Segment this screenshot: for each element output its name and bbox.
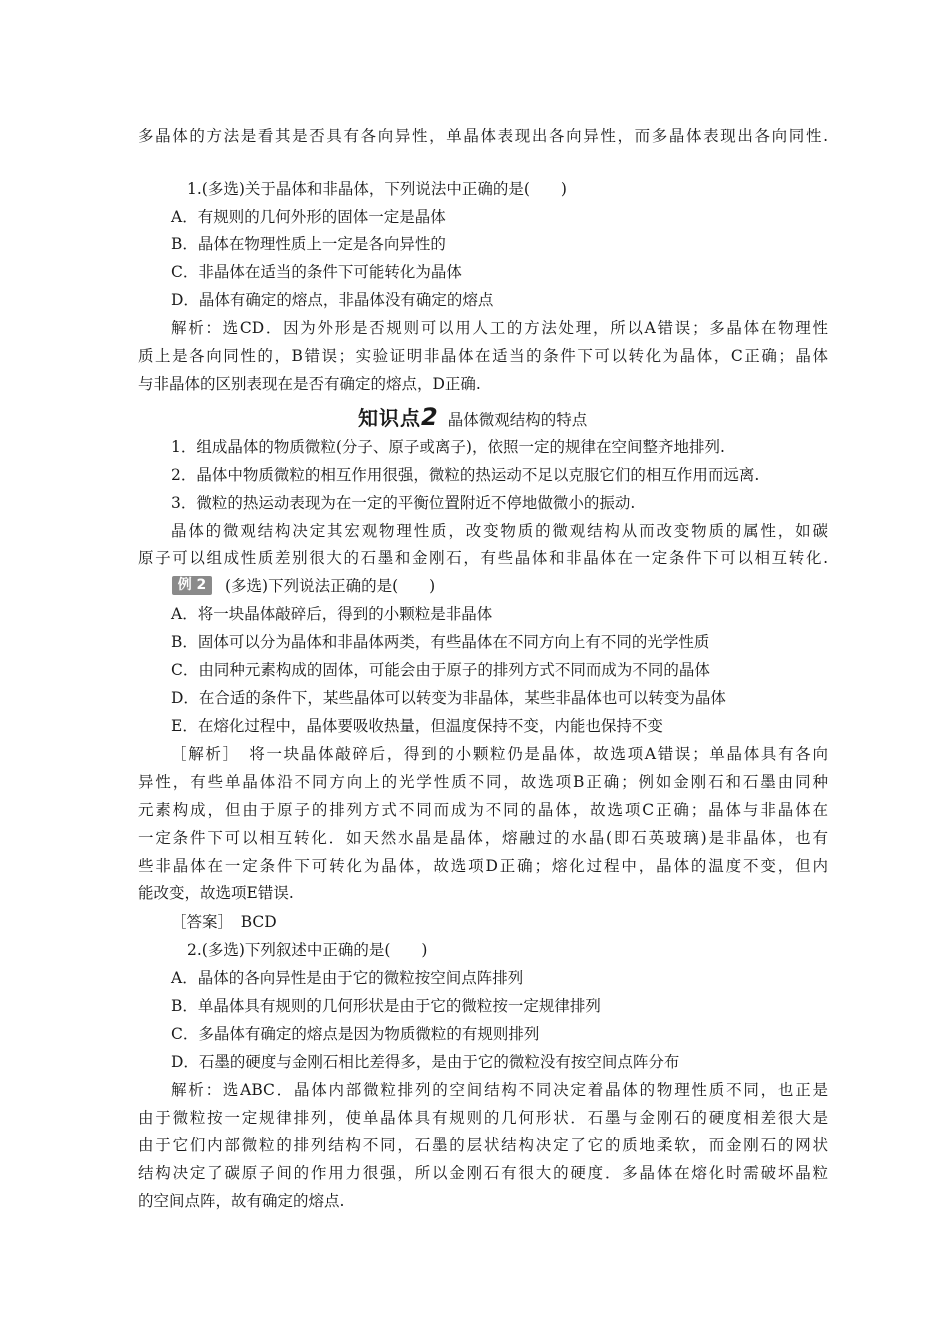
option-c: C．多晶体有确定的熔点是因为物质微粒的有规则排列 [171,1025,540,1043]
point-3: 3．微粒的热运动表现为在一定的平衡位置附近不停地做微小的振动. [171,494,636,512]
analysis-line: 质上是各向同性的，B错误；实验证明非晶体在适当的条件下可以转化为晶体，C正确；晶体 [138,347,828,365]
option-c: C．非晶体在适当的条件下可能转化为晶体 [171,263,462,281]
paragraph-line: 原子可以组成性质差别很大的石墨和金刚石，有些晶体和非晶体在一定条件下可以相互转化. [138,549,828,567]
answer: ［答案］ BCD [171,913,277,931]
option-c: C．由同种元素构成的固体，可能会由于原子的排列方式不同而成为不同的晶体 [171,661,710,679]
analysis-line: 些非晶体在一定条件下可转化为晶体，故选项D正确；熔化过程中，晶体的温度不变，但内 [138,857,828,875]
example-badge: 例 2 [172,576,212,595]
option-b: B．晶体在物理性质上一定是各向异性的 [171,235,446,253]
option-b: B．固体可以分为晶体和非晶体两类，有些晶体在不同方向上有不同的光学性质 [171,633,710,651]
paragraph-line: 多晶体的方法是看其是否具有各向异性，单晶体表现出各向异性，而多晶体表现出各向同性. [138,127,828,145]
analysis-line: 一定条件下可以相互转化．如天然水晶是晶体，熔融过的水晶(即石英玻璃)是非晶体，也有 [138,829,828,847]
analysis-line: 的空间点阵，故有确定的熔点. [138,1192,345,1210]
option-a: A．有规则的几何外形的固体一定是晶体 [171,208,446,226]
analysis-line: 解析：选ABC．晶体内部微粒排列的空间结构不同决定着晶体的物理性质不同，也正是 [171,1081,828,1099]
analysis-line: 由于它们内部微粒的排列结构不同，石墨的层状结构决定了它的质地柔软，而金刚石的网状 [138,1136,828,1154]
option-a: A．将一块晶体敲碎后，得到的小颗粒是非晶体 [171,605,493,623]
option-d: D．晶体有确定的熔点，非晶体没有确定的熔点 [171,291,494,309]
option-a: A．晶体的各向异性是由于它的微粒按空间点阵排列 [171,969,524,987]
paragraph-line: 晶体的微观结构决定其宏观物理性质，改变物质的微观结构从而改变物质的属性，如碳 [171,522,828,540]
point-2: 2．晶体中物质微粒的相互作用很强，微粒的热运动不足以克服它们的相互作用而远离. [171,466,760,484]
analysis-line: 元素构成，但由于原子的排列方式不同而成为不同的晶体，故选项C正确；晶体与非晶体在 [138,801,828,819]
analysis-line: ［解析］ 将一块晶体敲碎后，得到的小颗粒仍是晶体，故选项A错误；单晶体具有各向 [171,745,828,763]
heading-title: 晶体微观结构的特点 [447,411,588,429]
option-d: D．在合适的条件下，某些晶体可以转变为非晶体，某些非晶体也可以转变为晶体 [171,689,726,707]
analysis-line: 解析：选CD．因为外形是否规则可以用人工的方法处理，所以A错误；多晶体在物理性 [171,319,828,337]
analysis-line: 与非晶体的区别表现在是否有确定的熔点，D正确. [138,375,481,393]
example-question: (多选)下列说法正确的是( ) [225,577,436,595]
question-2: 2.(多选)下列叙述中正确的是( ) [187,941,428,959]
analysis-line: 结构决定了碳原子间的作用力很强，所以金刚石有很大的硬度．多晶体在熔化时需破坏晶粒 [138,1164,828,1182]
option-b: B．单晶体具有规则的几何形状是由于它的微粒按一定规律排列 [171,997,601,1015]
question-1: 1.(多选)关于晶体和非晶体，下列说法中正确的是( ) [187,180,567,198]
section-heading [358,402,588,431]
option-d: D．石墨的硬度与金刚石相比差得多，是由于它的微粒没有按空间点阵分布 [171,1053,680,1071]
option-e: E．在熔化过程中，晶体要吸收热量，但温度保持不变，内能也保持不变 [171,717,663,735]
analysis-line: 由于微粒按一定规律排列，使单晶体具有规则的几何形状．石墨与金刚石的硬度相差很大是 [138,1109,828,1127]
heading-label: 知识点 [358,406,421,430]
analysis-line: 能改变，故选项E错误. [138,884,294,902]
analysis-line: 异性，有些单晶体沿不同方向上的光学性质不同，故选项B正确；例如金刚石和石墨由同种 [138,773,828,791]
heading-number: 2 [421,403,438,431]
point-1: 1．组成晶体的物质微粒(分子、原子或离子)，依照一定的规律在空间整齐地排列. [171,438,725,456]
